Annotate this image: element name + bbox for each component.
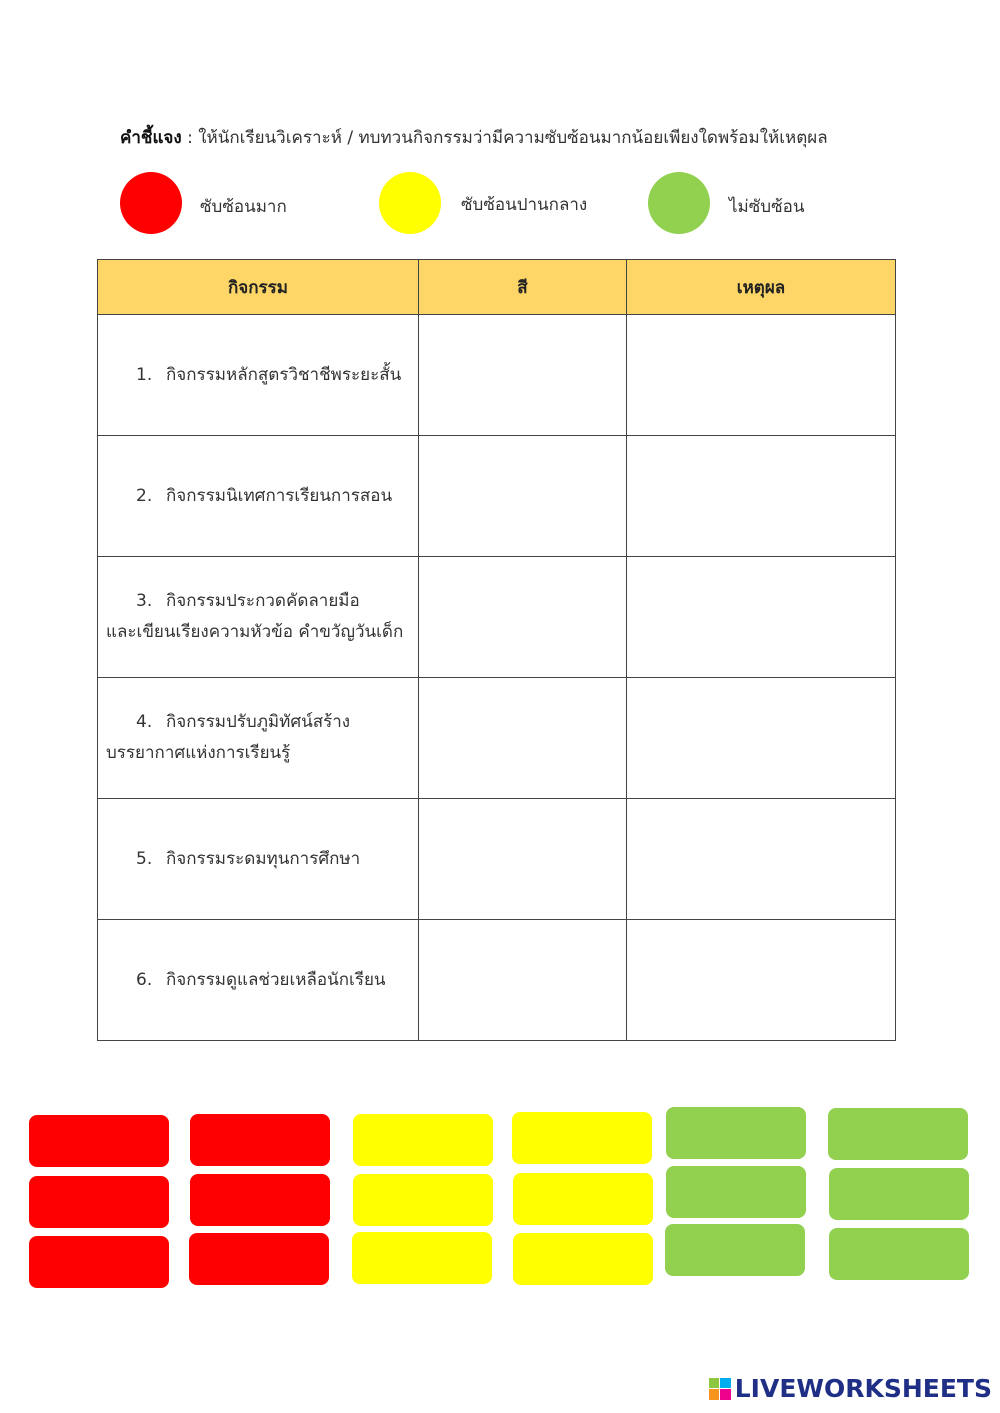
instructions-text: : ให้นักเรียนวิเคราะห์ / ทบทวนกิจกรรมว่ามีความซับซ้อนมากน้อยเพียงใดพร้อมให้เหตุผล	[181, 128, 828, 148]
table-row	[98, 920, 896, 1041]
activity-cell	[98, 436, 419, 557]
color-drop-cell[interactable]	[419, 678, 627, 799]
activity-table	[97, 259, 896, 1041]
activity-number: 6.	[136, 969, 153, 990]
activity-name-continued: บรรยากาศแห่งการเรียนรู้	[106, 743, 291, 763]
table-row	[98, 678, 896, 799]
header-reason: เหตุผล	[627, 260, 896, 315]
reason-input-cell[interactable]	[627, 799, 896, 920]
green-tile[interactable]	[666, 1166, 806, 1218]
liveworksheets-logo-icon	[709, 1378, 731, 1400]
activity-cell	[98, 920, 419, 1041]
reason-input-cell[interactable]	[627, 315, 896, 436]
color-drop-cell[interactable]	[419, 557, 627, 678]
legend-label-green: ไม่ซับซ้อน	[729, 197, 805, 217]
green-tile[interactable]	[666, 1107, 806, 1159]
instructions	[120, 124, 828, 151]
liveworksheets-brand	[709, 1374, 992, 1403]
activity-name: กิจกรรมหลักสูตรวิชาชีพระยะสั้น	[166, 364, 402, 385]
brand-name: LIVEWORKSHEETS	[734, 1374, 992, 1403]
table-row	[98, 436, 896, 557]
red-tile[interactable]	[29, 1236, 169, 1288]
color-drop-cell[interactable]	[419, 920, 627, 1041]
legend-dot-green	[648, 172, 710, 234]
green-tile[interactable]	[829, 1168, 969, 1220]
color-drop-cell[interactable]	[419, 315, 627, 436]
yellow-tile[interactable]	[513, 1173, 653, 1225]
yellow-tile[interactable]	[512, 1112, 652, 1164]
instructions-label: คำชี้แจง	[120, 128, 182, 148]
legend-label-red: ซับซ้อนมาก	[200, 197, 287, 217]
reason-input-cell[interactable]	[627, 920, 896, 1041]
reason-input-cell[interactable]	[627, 557, 896, 678]
red-tile[interactable]	[189, 1233, 329, 1285]
activity-name: กิจกรรมระดมทุนการศึกษา	[166, 848, 361, 869]
reason-input-cell[interactable]	[627, 678, 896, 799]
red-tile[interactable]	[29, 1176, 169, 1228]
table-row	[98, 557, 896, 678]
activity-number: 3.	[136, 591, 153, 611]
activity-name: กิจกรรมปรับภูมิทัศน์สร้าง	[166, 712, 351, 732]
legend-label-yellow: ซับซ้อนปานกลาง	[461, 195, 588, 215]
table-row	[98, 799, 896, 920]
color-drop-cell[interactable]	[419, 799, 627, 920]
yellow-tile[interactable]	[353, 1174, 493, 1226]
green-tile[interactable]	[828, 1108, 968, 1160]
legend-dot-yellow	[379, 172, 441, 234]
table-row	[98, 315, 896, 436]
red-tile[interactable]	[190, 1114, 330, 1166]
activity-name: กิจกรรมประกวดคัดลายมือ	[166, 591, 360, 611]
yellow-tile[interactable]	[353, 1114, 493, 1166]
activity-name: กิจกรรมนิเทศการเรียนการสอน	[166, 485, 393, 506]
activity-cell	[98, 799, 419, 920]
yellow-tile[interactable]	[513, 1233, 653, 1285]
green-tile[interactable]	[665, 1224, 805, 1276]
red-tile[interactable]	[190, 1174, 330, 1226]
legend-dot-red	[120, 172, 182, 234]
red-tile[interactable]	[29, 1115, 169, 1167]
activity-number: 2.	[136, 485, 153, 506]
header-activity: กิจกรรม	[98, 260, 419, 315]
table-header-row	[98, 260, 896, 315]
reason-input-cell[interactable]	[627, 436, 896, 557]
activity-cell	[98, 557, 419, 678]
header-color: สี	[419, 260, 627, 315]
color-drop-cell[interactable]	[419, 436, 627, 557]
activity-number: 1.	[136, 364, 153, 385]
activity-number: 4.	[136, 712, 153, 732]
activity-name-continued: และเขียนเรียงความหัวข้อ คำขวัญวันเด็ก	[106, 622, 404, 642]
green-tile[interactable]	[829, 1228, 969, 1280]
activity-number: 5.	[136, 848, 153, 869]
yellow-tile[interactable]	[352, 1232, 492, 1284]
activity-cell	[98, 315, 419, 436]
activity-cell	[98, 678, 419, 799]
activity-name: กิจกรรมดูแลช่วยเหลือนักเรียน	[166, 969, 386, 990]
